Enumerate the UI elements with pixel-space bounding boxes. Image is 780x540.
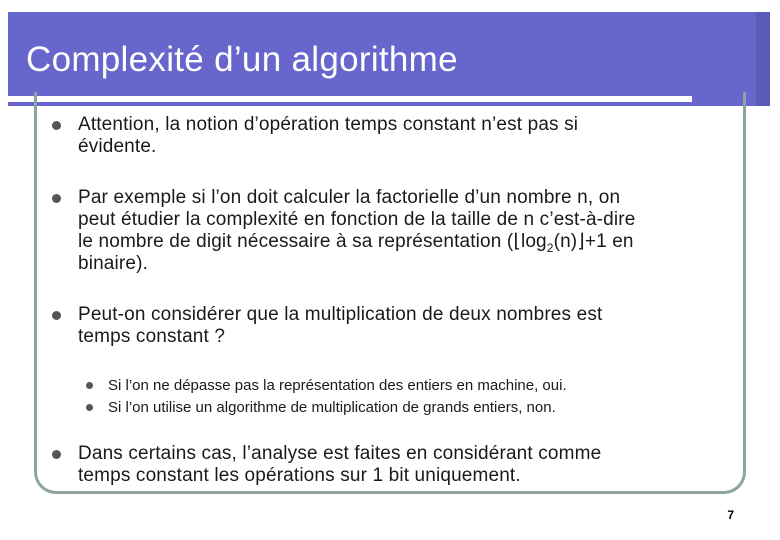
- sub-bullet-text: Si l’on utilise un algorithme de multiplication de grands entiers, non.: [108, 399, 556, 416]
- bullet-dot-icon: [52, 121, 61, 130]
- bullet-text: Attention, la notion d’opération temps constant n’est pas si évidente.: [78, 114, 579, 157]
- log-subscript: 2: [546, 240, 554, 255]
- slide-title: Complexité d’un algorithme: [26, 40, 458, 79]
- bullet-dot-icon: [52, 311, 61, 320]
- bullet-dot-icon: [52, 450, 61, 459]
- bullet-text: [78, 187, 718, 275]
- bullet-text-part: Par exemple si l’on doit calculer la factorielle d’un nombre n, on peut étudier la complexité en fonction de la taille de n c’est-à-dire le nombre de digit nécessaire à sa représentation (⌊log: [78, 187, 636, 252]
- page-number: 7: [727, 508, 734, 522]
- sub-bullet-dot-icon: [86, 382, 93, 389]
- sub-bullet-text: Si l’on ne dépasse pas la représentation des entiers en machine, oui.: [108, 377, 567, 394]
- bullet-text: Peut-on considérer que la multiplication de deux nombres est temps constant ?: [78, 304, 603, 347]
- bullet-dot-icon: [52, 194, 61, 203]
- bullet-text: Dans certains cas, l’analyse est faites en considérant comme temps constant les opérations sur 1 bit uniquement.: [78, 443, 602, 486]
- sub-bullet-dot-icon: [86, 404, 93, 411]
- bullet-text-part: (n)⌋+1 en binaire).: [78, 231, 634, 274]
